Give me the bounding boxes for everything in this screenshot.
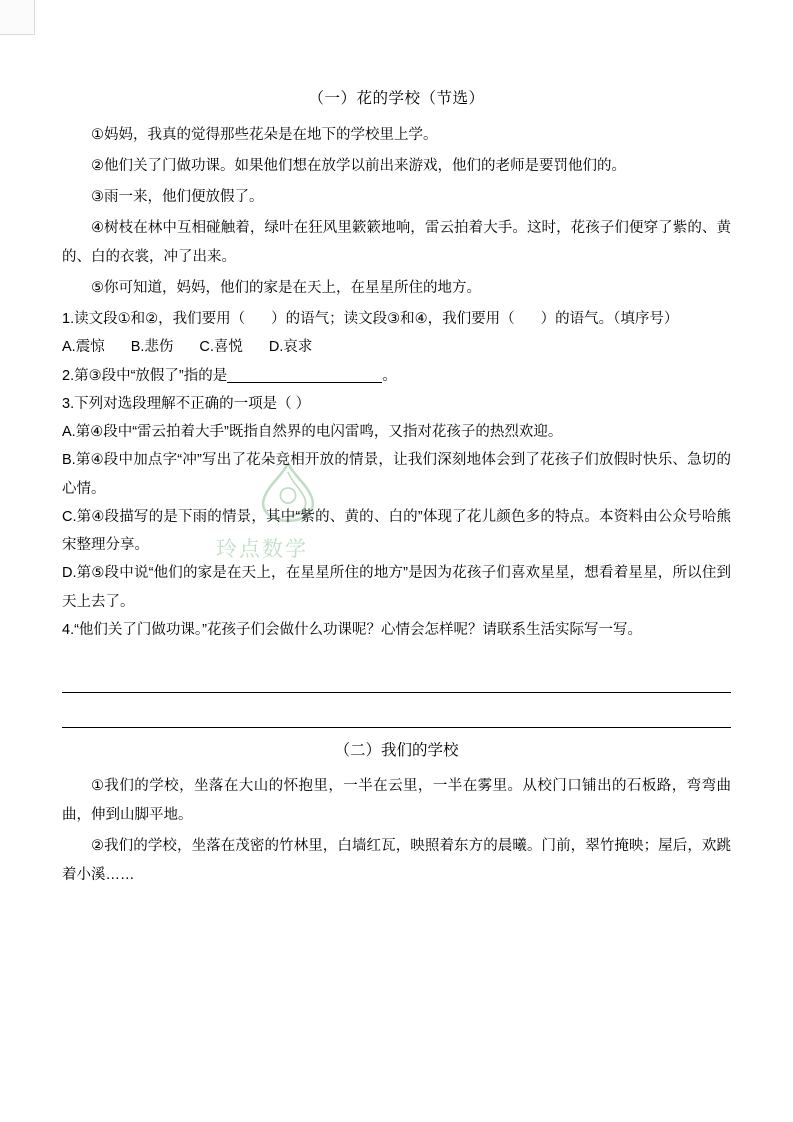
section-one-paragraph-3: ③雨一来，他们便放假了。 bbox=[91, 189, 264, 205]
question-1-text-after: ）的语气。（填序号） bbox=[540, 311, 679, 327]
question-1-text-before: 1.读文段①和②，我们要用（ bbox=[62, 311, 246, 327]
question-2-answer-blank[interactable] bbox=[227, 382, 382, 383]
page-corner-fold bbox=[0, 0, 35, 35]
question-3-option-d[interactable]: D.第⑤段中说“他们的家是在天上，在星星所住的地方”是因为花孩子们喜欢星星，想看着星星，所以住到天上去了。 bbox=[62, 565, 731, 610]
question-3-stem: 3.下列对选段理解不正确的一项是（ ） bbox=[62, 395, 311, 412]
question-2-text-before: 2.第③段中“放假了”指的是 bbox=[62, 367, 228, 384]
answer-line[interactable] bbox=[62, 693, 731, 728]
section-one-paragraph-5: ⑤你可知道，妈妈，他们的家是在天上，在星星所住的地方。 bbox=[91, 280, 481, 296]
answer-line[interactable] bbox=[62, 658, 731, 693]
section-two-title: （二）我们的学校 bbox=[334, 742, 459, 760]
question-1-option-c[interactable]: C.喜悦 bbox=[199, 339, 243, 356]
question-2-text-after: 。 bbox=[382, 367, 397, 384]
document-content bbox=[62, 86, 731, 890]
section-one-paragraph-2: ②他们关了门做功课。如果他们想在放学以前出来游戏，他们的老师是要罚他们的。 bbox=[91, 158, 626, 174]
section-one-title: （一）花的学校（节选） bbox=[308, 90, 485, 107]
question-1-options bbox=[62, 333, 731, 361]
question-3-option-b[interactable]: B.第④段中加点字“冲”写出了花朵竞相开放的情景，让我们深刻地体会到了花孩子们放假时快乐、急切的心情。 bbox=[62, 452, 731, 497]
question-1 bbox=[62, 305, 731, 333]
section-two-paragraph-2: ②我们的学校，坐落在茂密的竹林里，白墙红瓦，映照着东方的晨曦。门前，翠竹掩映；屋后，欢跳着小溪…… bbox=[62, 838, 731, 884]
section-two-paragraph-1: ①我们的学校，坐落在大山的怀抱里，一半在云里，一半在雾里。从校门口铺出的石板路，弯弯曲曲，伸到山脚平地。 bbox=[62, 778, 731, 824]
question-4-answer-area[interactable] bbox=[62, 658, 731, 728]
question-1-text-mid: ）的语气；读文段③和④，我们要用（ bbox=[271, 311, 515, 327]
question-3-option-a[interactable]: A.第④段中“雷云拍着大手”既指自然界的电闪雷鸣，又指对花孩子的热烈欢迎。 bbox=[62, 424, 563, 441]
section-one-paragraph-1: ①妈妈，我真的觉得那些花朵是在地下的学校里上学。 bbox=[91, 127, 438, 143]
question-3-option-c[interactable]: C.第④段描写的是下雨的情景，其中“紫的、黄的、白的”体现了花儿颜色多的特点。本资料由公众号哈熊宋整理分享。 bbox=[62, 508, 731, 554]
question-1-option-d[interactable]: D.哀求 bbox=[268, 339, 313, 356]
section-one-paragraph-4: ④树枝在林中互相碰触着，绿叶在狂风里簌簌地响，雷云拍着大手。这时，花孩子们便穿了紫的、黄的、白的衣裳，冲了出来。 bbox=[62, 220, 731, 265]
question-4-stem: 4.“他们关了门做功课。”花孩子们会做什么功课呢？心情会怎样呢？请联系生活实际写一写。 bbox=[62, 621, 642, 638]
question-2 bbox=[62, 362, 731, 390]
question-1-option-b[interactable]: B.悲伤 bbox=[130, 339, 174, 356]
question-1-option-a[interactable]: A.震惊 bbox=[62, 339, 105, 356]
watermark-text: 玲点数学 bbox=[216, 538, 308, 561]
